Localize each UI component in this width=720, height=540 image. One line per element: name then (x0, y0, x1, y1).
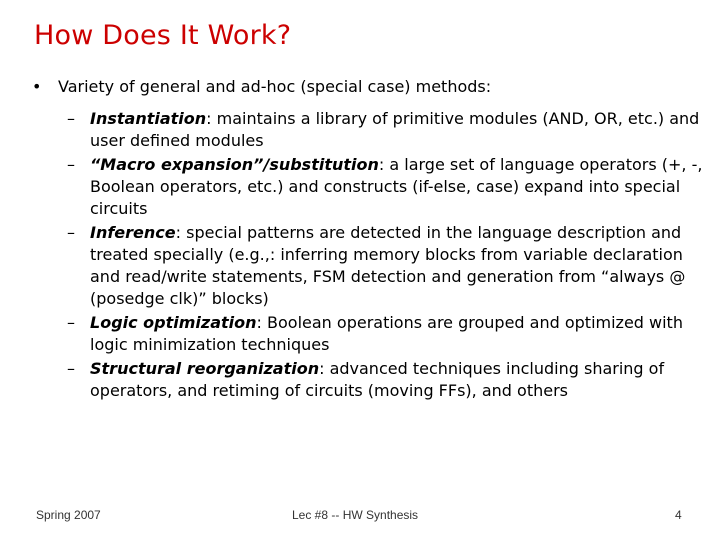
desc-instantiation: : maintains a library of primitive modules (AND, OR, etc.) and user defined modules (90, 109, 700, 150)
main-bullet (30, 76, 710, 98)
dash-marker: – (67, 313, 75, 332)
desc-logic-optimization: : Boolean operations are grouped and optimized with logic minimization techniques (90, 313, 683, 354)
term-macro-expansion: “Macro expansion”/substitution (90, 155, 379, 174)
bullet-marker: • (32, 77, 42, 96)
slide-title: How Does It Work? (34, 20, 292, 51)
dash-marker: – (67, 359, 75, 378)
dash-marker: – (67, 109, 75, 128)
desc-structural-reorganization: : advanced techniques including sharing of operators, and retiming of circuits (moving FFs), and others (90, 359, 665, 400)
sub-bullet-inference (30, 222, 710, 310)
sub-bullet-instantiation (30, 108, 710, 152)
sub-bullet-macro-expansion (30, 154, 710, 220)
term-structural-reorganization: Structural reorganization (90, 359, 320, 378)
sub-bullet-list (30, 108, 710, 402)
dash-marker: – (67, 223, 75, 242)
desc-macro-expansion: : a large set of language operators (+, -, Boolean operators, etc.) and constructs (if-else, case) expand into special circuits (90, 155, 703, 218)
term-inference: Inference (90, 223, 176, 242)
page-number: 4 (675, 508, 682, 522)
desc-inference: : special patterns are detected in the language description and treated specially (e.g.,: inferring memory blocks from variable declaration and read/write statements, FSM detection and generation from “always @ (posedge clk)” blocks) (90, 223, 686, 308)
dash-marker: – (67, 155, 75, 174)
term-instantiation: Instantiation (90, 109, 207, 128)
footer-lecture: Lec #8 -- HW Synthesis (292, 508, 419, 522)
sub-bullet-structural-reorganization (30, 358, 710, 402)
term-logic-optimization: Logic optimization (90, 313, 257, 332)
slide-body (30, 76, 710, 404)
sub-bullet-logic-optimization (30, 312, 710, 356)
footer-date: Spring 2007 (36, 508, 101, 522)
main-bullet-text: Variety of general and ad-hoc (special case) methods: (58, 77, 492, 96)
